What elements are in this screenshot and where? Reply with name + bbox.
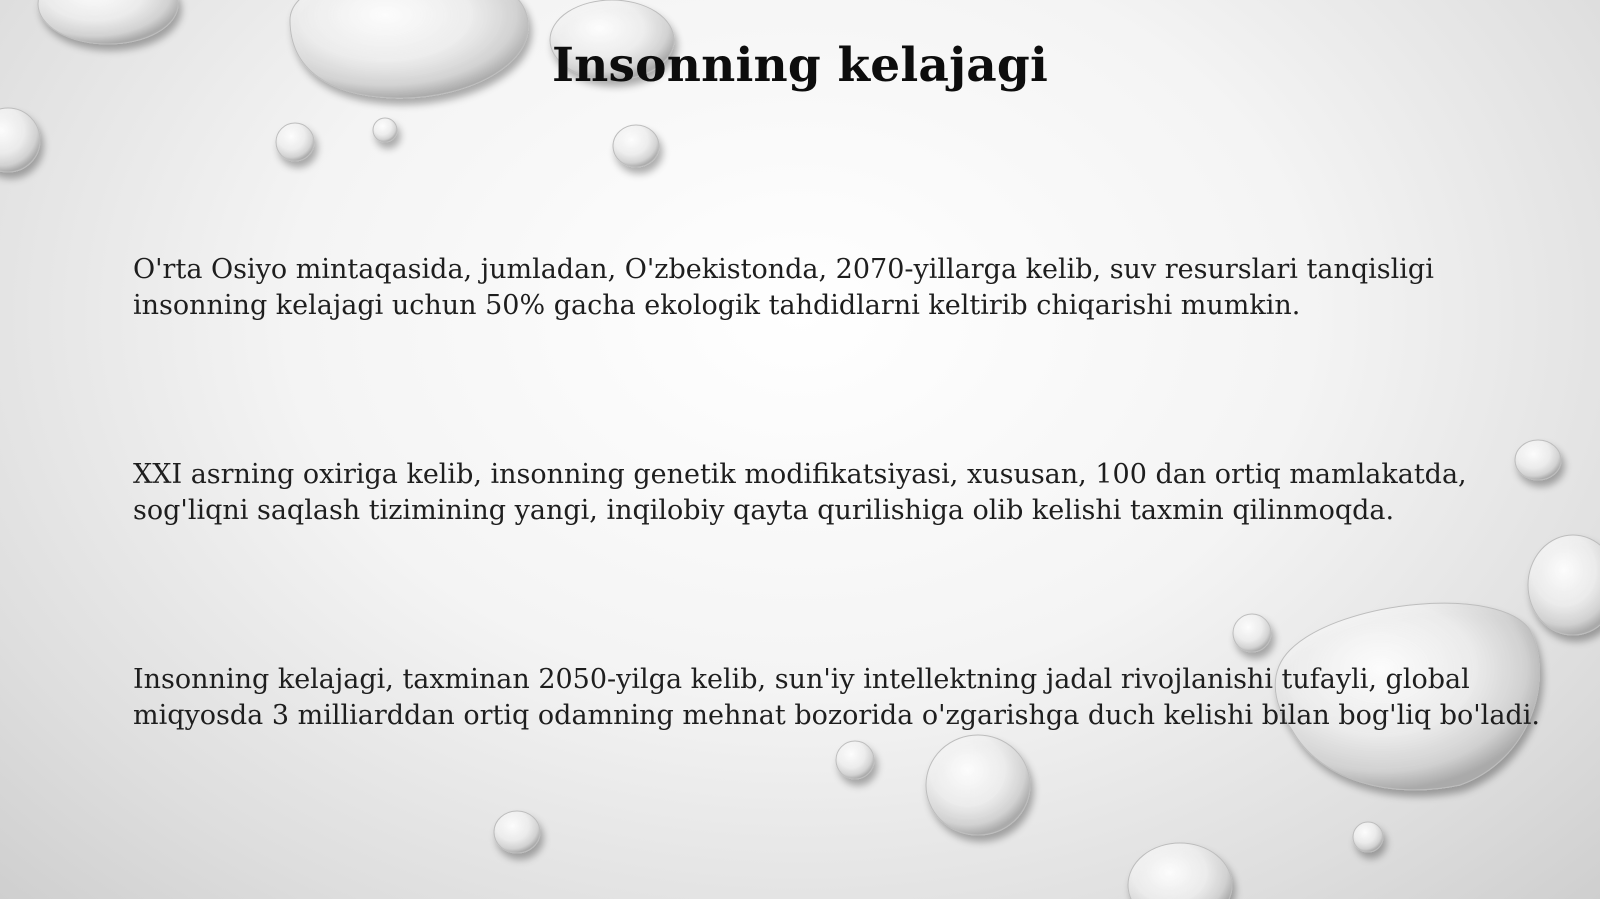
paragraph-water-resources: O'rta Osiyo mintaqasida, jumladan, O'zbekistonda, 2070-yillarga kelib, suv resurslari tanqisligi insonning kelajagi uchun 50% gacha ekologik tahdidlarni keltirib chiqarishi mumkin. [133, 254, 1434, 321]
paragraph-genetic-modification: XXI asrning oxiriga kelib, insonning genetik modifikatsiyasi, xususan, 100 dan ortiq mamlakatda, sog'liqni saqlash tizimining yangi, inqilobiy qayta qurilishiga olib kelishi taxmin qilinmoqda. [133, 459, 1467, 526]
slide-title: Insonning kelajagi [551, 38, 1049, 93]
paragraph-artificial-intelligence: Insonning kelajagi, taxminan 2050-yilga kelib, sun'iy intellektning jadal rivojlanishi tufayli, global miqyosda 3 milliarddan ortiq odamning mehnat bozorida o'zgarishga duch kelishi bilan bog'liq bo'ladi. [133, 664, 1540, 731]
